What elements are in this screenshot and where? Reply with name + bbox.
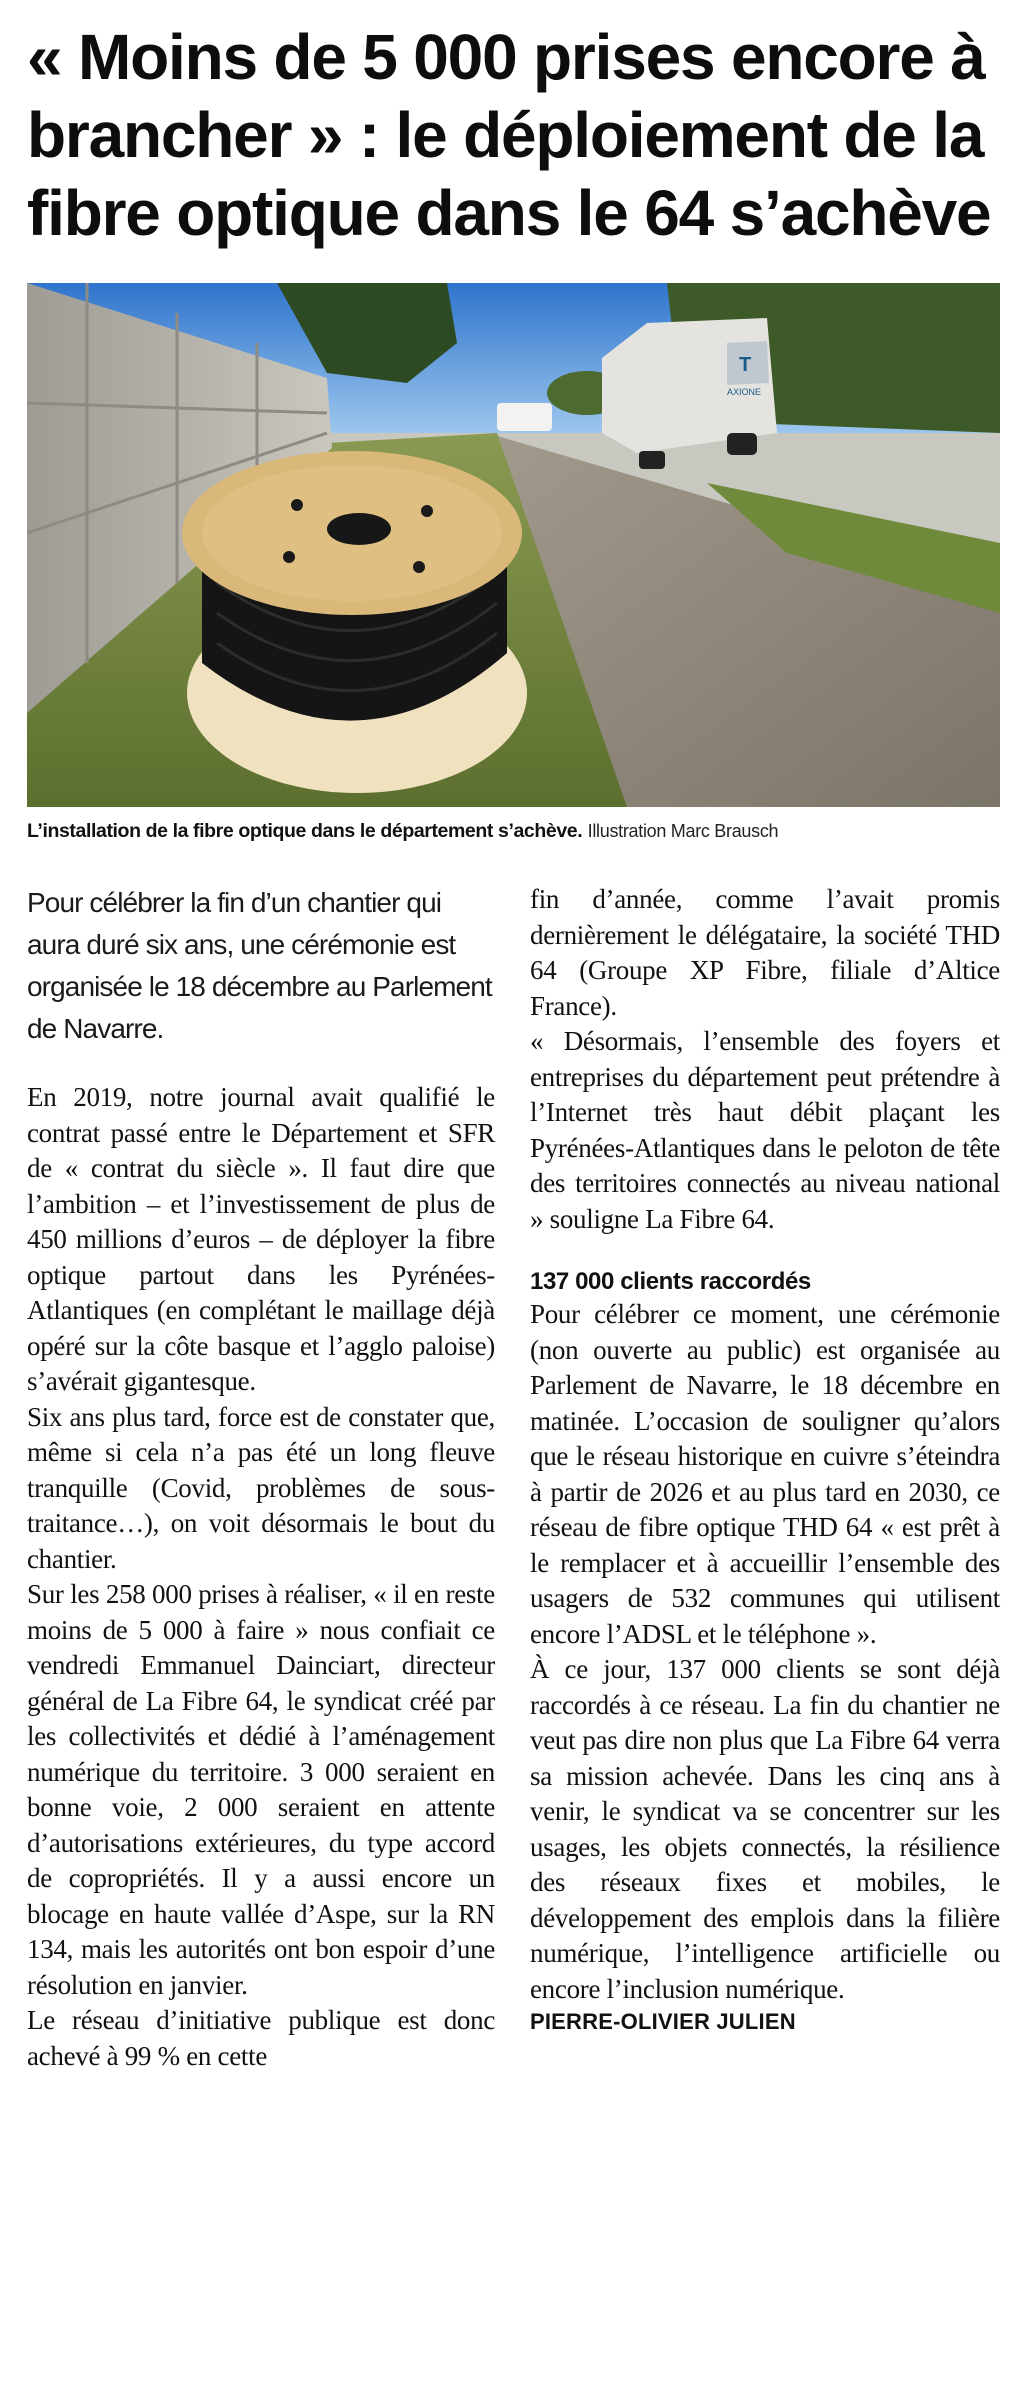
article-standfirst: Pour célébrer la fin d’un chantier qui aura duré six ans, une cérémonie est organisée le 18 décembre au Parlement de Navarre. — [27, 887, 492, 1044]
photo-caption — [27, 818, 1012, 844]
cable-reel — [182, 451, 527, 793]
photo-credit: Illustration Marc Brausch — [587, 821, 779, 841]
article-paragraph: Le réseau d’initiative publique est donc achevé à 99 % en cette — [27, 2005, 495, 2071]
article-paragraph: « Désormais, l’ensemble des foyers et entreprises du département peut prétendre à l’Internet très haut débit plaçant les Pyrénées-Atlantiques dans le peloton de tête des territoires connectés au niveau national » souligne La Fibre 64. — [530, 1026, 1000, 1234]
svg-text:AXIONE: AXIONE — [727, 387, 762, 397]
article-paragraph: En 2019, notre journal avait qualifié le contrat passé entre le Département et SFR de « contrat du siècle ». Il faut dire que l’ambition – et l’investissement de plus de 450 millions d’euros – de déployer la fibre optique partout dans les Pyrénées-Atlantiques (en complétant le maillage déjà opéré sur la côte basque et l’agglo paloise) s’avérait gigantesque. — [27, 1082, 495, 1396]
svg-text:T: T — [739, 354, 752, 376]
author-byline: PIERRE-OLIVIER JULIEN — [530, 2009, 796, 2034]
article-photo — [27, 283, 1000, 807]
article-paragraph: À ce jour, 137 000 clients se sont déjà raccordés à ce réseau. La fin du chantier ne veut pas dire non plus que La Fibre 64 verra sa mission achevée. Dans les cinq ans à venir, le syndicat va se concentrer sur les usages, les objets connectés, la résilience des réseaux fixes et mobiles, le développement des emplois dans la filière numérique, l’intelligence artificielle ou encore l’inclusion numérique. — [530, 1654, 1000, 2004]
article-paragraph: Pour célébrer ce moment, une cérémonie (non ouverte au public) est organisée au Parlement de Navarre, le 18 décembre en matinée. L’occasion de souligner qu’alors que le réseau historique en cuivre s’éteindra à partir de 2026 et au plus tard en 2030, ce réseau de fibre optique THD 64 « est prêt à le remplacer et à accueillir l’ensemble des usagers de 532 communes qui utilisent encore l’ADSL et le téléphone ». — [530, 1299, 1000, 1649]
article-column-right — [530, 882, 1000, 2037]
article-paragraph: fin d’année, comme l’avait promis dernièrement le délégataire, la société THD 64 (Groupe XP Fibre, filiale d’Altice France). — [530, 884, 1000, 1021]
distant-van — [497, 403, 552, 431]
headline: « Moins de 5 000 prises encore à brancher » : le déploiement de la fibre optique dans le 64 s’achève — [27, 21, 991, 249]
cable-reel-illustration — [27, 283, 1000, 807]
section-subhead: 137 000 clients raccordés — [530, 1268, 811, 1295]
article-paragraph: Six ans plus tard, force est de constater que, même si cela n’a pas été un long fleuve tranquille (Covid, problèmes de sous-traitance…), on voit désormais le bout du chantier. — [27, 1401, 495, 1574]
article-paragraph: Sur les 258 000 prises à réaliser, « il en reste moins de 5 000 à faire » nous confiait ce vendredi Emmanuel Dainciart, directeur général de La Fibre 64, le syndicat créé par les collectivités et dédié à l’aménagement numérique du territoire. 3 000 seraient en bonne voie, 2 000 seraient en attente d’autorisations extérieures, du type accord de copropriétés. Il y a aussi encore un blocage en haute vallée d’Aspe, sur la RN 134, mais les autorités ont bon espoir d’une résolution en janvier. — [27, 1579, 495, 2000]
article-column-left — [27, 882, 495, 2074]
utility-truck — [602, 318, 777, 469]
caption-text: L’installation de la fibre optique dans le département s’achève. — [27, 820, 583, 842]
